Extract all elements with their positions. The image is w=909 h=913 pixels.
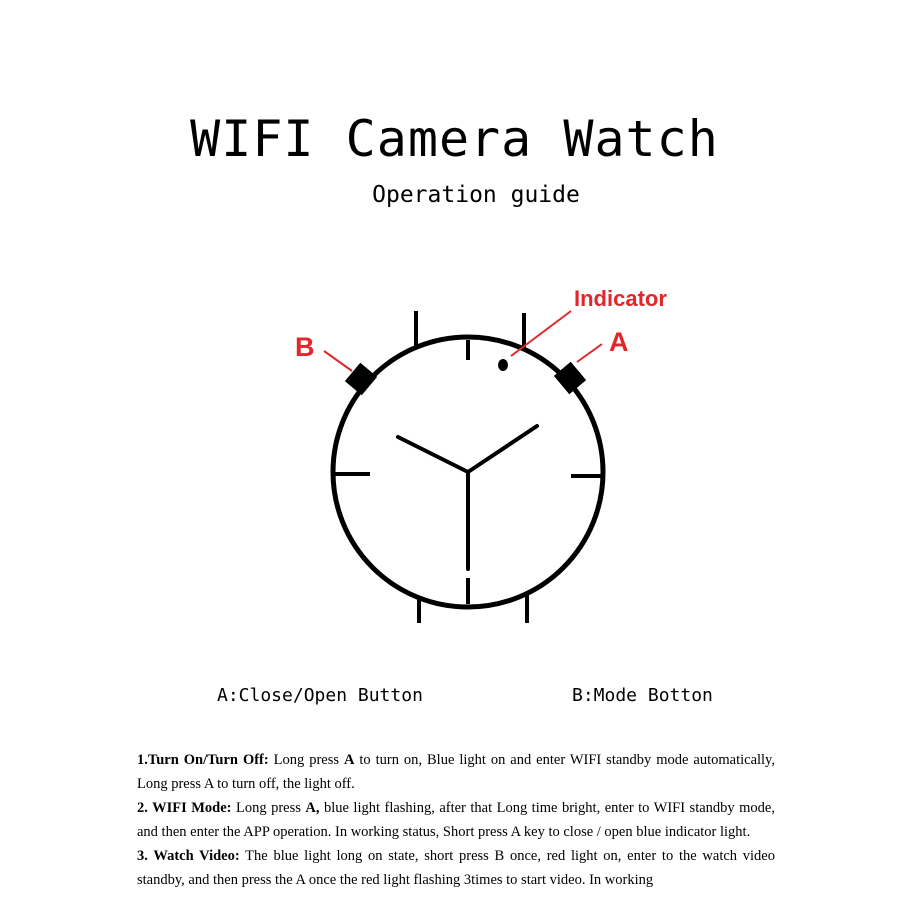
label-indicator: Indicator — [574, 286, 667, 311]
instruction-3: 3. Watch Video: The blue light long on state, short press B once, red light on, enter to the watch video standby, and then press the A once the red light flashing 3times to start video. In working — [137, 848, 775, 888]
legend-b: B:Mode Botton — [572, 685, 713, 706]
instruction-2: 2. WIFI Mode: Long press A, blue light flashing, after that Long time bright, enter to WIFI standby mode, and then enter the APP operation. In working status, Short press A key to close / open blue indicator light. — [137, 800, 775, 840]
callout-line-b — [324, 351, 352, 371]
label-a: A — [609, 327, 629, 357]
instructions — [137, 748, 775, 892]
label-b: B — [295, 332, 315, 362]
instruction-1: 1.Turn On/Turn Off: Long press A to turn on, Blue light on and enter WIFI standby mode automatically, Long press A to turn off, the light off. — [137, 752, 775, 792]
legend-a: A:Close/Open Button — [217, 685, 423, 706]
callout-line-a — [577, 344, 602, 362]
callout-line-indicator — [511, 311, 571, 356]
page-title: WIFI Camera Watch — [190, 110, 719, 168]
page-subtitle: Operation guide — [372, 182, 580, 208]
indicator-dot — [498, 359, 508, 371]
